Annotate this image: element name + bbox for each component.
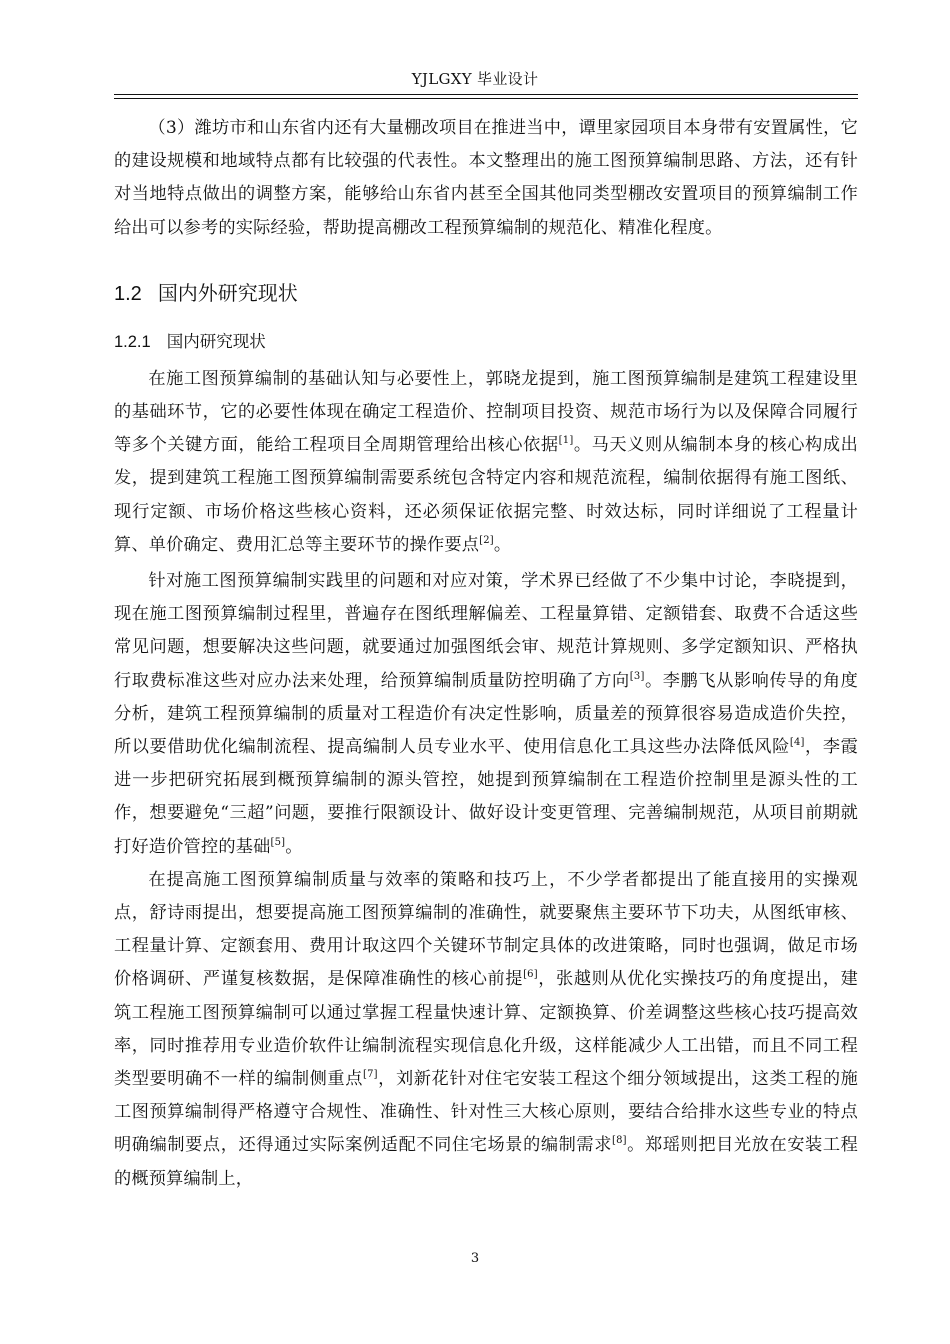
header-rule [114,94,858,95]
paragraph-significance-3: （3）潍坊市和山东省内还有大量棚改项目在推进当中，谭里家园项目本身带有安置属性，它的建设规模和地域特点都有比较强的代表性。本文整理出的施工图预算编制思路、方法，还有针对当地特点做出的调整方案，能够给山东省内甚至全国其他同类型棚改安置项目的预算编制工作给出可以参考的实际经验，帮助提高棚改工程预算编制的规范化、精准化程度。 [114,118,858,238]
citation-ref: [5] [270,836,286,848]
section-number: 1.2 [114,282,142,305]
citation-ref: [2] [479,534,494,546]
citation-ref: [1] [558,435,574,447]
subsection-number: 1.2.1 [114,332,151,351]
citation-ref: [4] [789,737,805,749]
page-body [114,112,858,1196]
subsection-heading [114,329,858,355]
section-title: 国内外研究现状 [157,280,298,305]
citation-ref: [6] [523,969,538,981]
citation-ref: [7] [363,1069,378,1081]
paragraph-text: 在施工图预算编制的基础认知与必要性上，郭晓龙提到，施工图预算编制是建筑工程建设里的基础环节，它的必要性体现在确定工程造价、控制项目投资、规范市场行为以及保障合同履行等多个关键方面，能给工程项目全周期管理给出核心依据 [114,368,858,456]
paragraph-basic-cognition [114,363,858,562]
citation-ref: [3] [629,670,645,682]
paragraph-strategies-techniques [114,864,858,1196]
paragraph-problems-countermeasures [114,565,858,864]
paragraph-text: ，李霞进一步把研究拓展到概预算编制的源头管控，她提到预算编制在工程造价控制里是源头性的工作，想要避免“三超”问题，要推行限额设计、做好设计变更管理、完善编制规范，从项目前期就打好造价管控的基础 [114,737,858,857]
header-rule-thin [114,98,858,99]
paragraph-text: 。郑瑶则把目光放在安装工程的概预算编制上， [114,1135,858,1189]
paragraph-text: 在提高施工图预算编制质量与效率的策略和技巧上，不少学者都提出了能直接用的实操观点，舒诗雨提出，想要提高施工图预算编制的准确性，就要聚焦主要环节下功夫，从图纸审核、工程量计算、定额套用、费用计取这四个关键环节制定具体的改进策略，同时也强调，做足市场价格调研、严谨复核数据，是保障准确性的核心前提 [114,869,858,990]
paragraph-text: 。马天义则从编制本身的核心构成出发，提到建筑工程施工图预算编制需要系统包含特定内容和规范流程，编制依据得有施工图纸、现行定额、市场价格这些核心资料，还必须保证依据完整、时效达标，同时详细说了工程量计算、单价确定、费用汇总等主要环节的操作要点 [114,435,858,555]
subsection-title: 国内研究现状 [166,331,266,351]
paragraph-text: ，刘新花针对住宅安装工程这个细分领域提出，这类工程的施工图预算编制得严格遵守合规性、准确性、针对性三大核心原则，要结合给排水这些专业的特点明确编制要点，还得通过实际案例适配不同住宅场景的编制需求 [114,1069,858,1156]
paragraph-text: ，张越则从优化实操技巧的角度提出，建筑工程施工图预算编制可以通过掌握工程量快速计算、定额换算、价差调整这些核心技巧提高效率，同时推荐用专业造价软件让编制流程实现信息化升级，这样能减少人工出错，而且不同工程类型要明确不一样的编制侧重点 [114,969,858,1090]
paragraph-text: 。 [285,836,303,857]
page-number: 3 [470,1251,480,1266]
paragraph-text: 针对施工图预算编制实践里的问题和对应对策，学术界已经做了不少集中讨论，李晓提到，现在施工图预算编制过程里，普遍存在图纸理解偏差、工程量算错、定额错套、取费不合适这些常见问题，想要解决这些问题，就要通过加强图纸会审、规范计算规则、多学定额知识、严格执行取费标准这些对应办法来处理，给预算编制质量防控明确了方向 [114,571,858,691]
page-header: YJLGXY 毕业设计 [411,70,539,88]
section-heading [114,278,858,309]
paragraph-text: 。李鹏飞从影响传导的角度分析，建筑工程预算编制的质量对工程造价有决定性影响，质量差的预算很容易造成造价失控，所以要借助优化编制流程、提高编制人员专业水平、使用信息化工具这些办法降低风险 [114,670,858,758]
citation-ref: [8] [612,1135,627,1147]
paragraph-text: 。 [493,534,512,555]
